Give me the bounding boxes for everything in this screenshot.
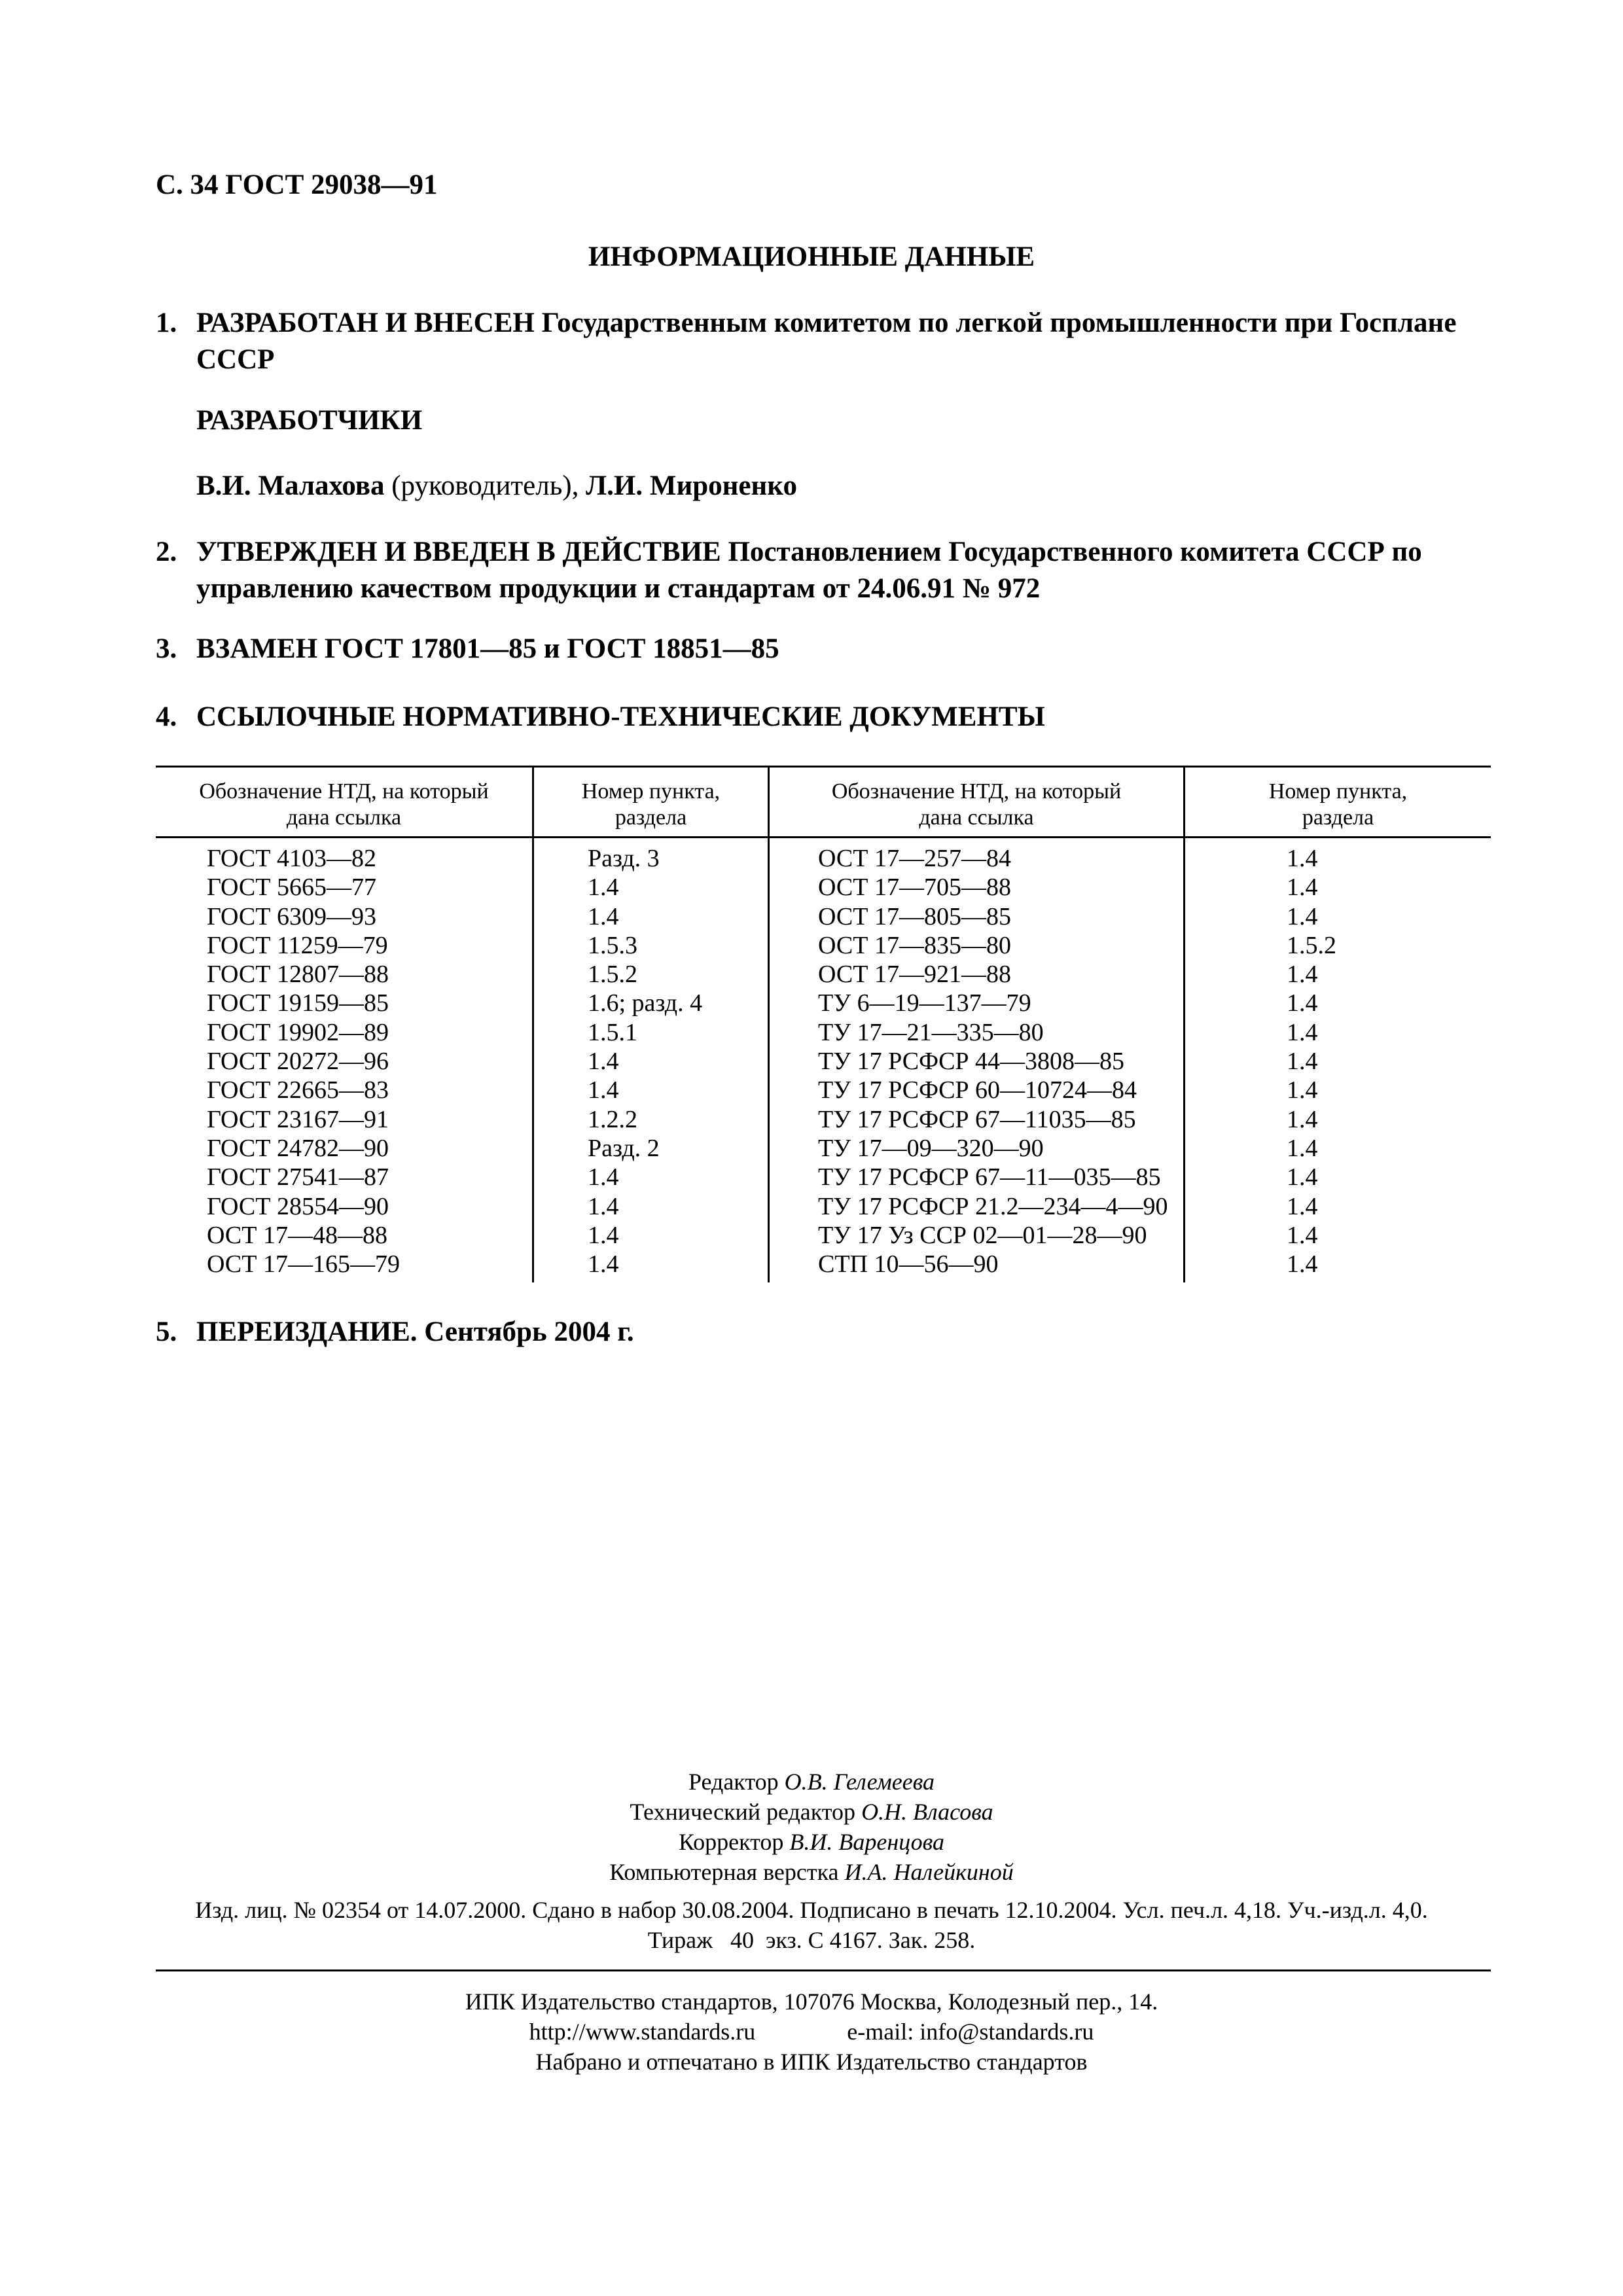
credit-tech-editor: Технический редактор О.Н. Власова	[630, 1799, 993, 1825]
publication-line-1: Изд. лиц. № 02354 от 14.07.2000. Сдано в набор 30.08.2004. Подписано в печать 12.10.2004. Усл. печ.л. 4,18. Уч.-изд.л. 4,0.	[195, 1897, 1428, 1923]
table-cell-section: 1.4	[588, 1163, 619, 1192]
table-cell-document: ТУ 17 РСФСР 67—11035—85	[818, 1105, 1136, 1133]
table-cell-section: 1.4	[1287, 1221, 1318, 1249]
publication-line-2: Тираж 40 экз. С 4167. Зак. 258.	[647, 1927, 976, 1953]
table-cell-section: 1.4	[1287, 874, 1318, 902]
table-header-doc: Обозначение НТД, на который дана ссылка	[199, 779, 489, 830]
developer-name-1: В.И. Малахова	[196, 470, 385, 501]
table-cell-section: 1.4	[1287, 989, 1318, 1017]
table-cell-document: ОСТ 17—835—80	[818, 931, 1011, 959]
table-column-right-numbers	[1287, 844, 1336, 1279]
table-cell-document: ОСТ 17—805—85	[818, 902, 1011, 930]
table-cell-document: ОСТ 17—257—84	[818, 845, 1011, 872]
table-cell-section: 1.4	[1287, 1192, 1318, 1220]
credit-editor: Редактор О.В. Гелемеева	[688, 1769, 935, 1795]
table-cell-section: 1.4	[1287, 1048, 1318, 1076]
table-column-divider	[1183, 766, 1185, 1282]
table-cell-section: 1.2.2	[588, 1105, 637, 1133]
table-cell-document: ТУ 17—21—335—80	[818, 1018, 1044, 1046]
table-cell-section: 1.5.3	[588, 931, 637, 959]
table-column-right-docs	[818, 844, 1168, 1279]
item-2-text: Постановлением Государственного комитета СССР по управлению качеством продукции и стандартам от 24.06.91 № 972	[196, 537, 1422, 604]
table-top-rule	[156, 766, 1491, 768]
table-cell-section: 1.4	[588, 874, 619, 902]
item-4-text: ССЫЛОЧНЫЕ НОРМАТИВНО-ТЕХНИЧЕСКИЕ ДОКУМЕНТЫ	[196, 701, 1045, 732]
page-title: ИНФОРМАЦИОННЫЕ ДАННЫЕ	[588, 241, 1035, 272]
publisher-email[interactable]: e-mail: info@standards.ru	[847, 2019, 1094, 2045]
item-number: 2.	[156, 537, 177, 567]
table-column-left-numbers	[588, 844, 702, 1279]
developers-line	[196, 470, 797, 502]
table-cell-section: Разд. 2	[588, 1134, 660, 1162]
table-cell-document: ГОСТ 24782—90	[207, 1134, 389, 1162]
table-cell-document: ГОСТ 5665—77	[207, 874, 376, 902]
table-cell-document: ГОСТ 4103—82	[207, 845, 376, 872]
table-cell-section: 1.4	[1287, 1076, 1318, 1104]
table-cell-section: Разд. 3	[588, 845, 660, 872]
table-cell-section: 1.4	[1287, 845, 1318, 872]
item-5	[156, 1314, 1491, 1351]
table-column-left-docs	[207, 844, 400, 1279]
table-cell-document: ГОСТ 22665—83	[207, 1076, 389, 1104]
table-cell-document: ТУ 17 РСФСР 60—10724—84	[818, 1076, 1137, 1104]
table-cell-document: ТУ 17 Уз ССР 02—01—28—90	[818, 1221, 1147, 1249]
imprint-divider	[156, 1969, 1491, 1971]
table-cell-section: 1.5.1	[588, 1018, 637, 1046]
table-cell-document: ТУ 17 РСФСР 67—11—035—85	[818, 1163, 1161, 1192]
table-cell-document: ТУ 6—19—137—79	[818, 989, 1031, 1017]
table-cell-document: ГОСТ 19159—85	[207, 989, 389, 1017]
table-cell-document: ТУ 17 РСФСР 44—3808—85	[818, 1048, 1125, 1076]
table-cell-document: ОСТ 17—705—88	[818, 874, 1011, 902]
table-cell-section: 1.4	[588, 1250, 619, 1279]
table-cell-document: ГОСТ 23167—91	[207, 1105, 389, 1133]
table-cell-document: СТП 10—56—90	[818, 1250, 999, 1279]
item-4	[156, 699, 1491, 735]
table-cell-section: 1.4	[1287, 1163, 1318, 1192]
table-cell-section: 1.4	[588, 1192, 619, 1220]
item-1	[156, 305, 1491, 378]
publisher-printed: Набрано и отпечатано в ИПК Издательство стандартов	[535, 2049, 1088, 2075]
item-3	[156, 631, 1491, 667]
item-3-text: ВЗАМЕН ГОСТ 17801—85 и ГОСТ 18851—85	[196, 633, 779, 664]
publication-info	[0, 1895, 1623, 1955]
table-cell-document: ОСТ 17—921—88	[818, 961, 1011, 989]
publisher-address: ИПК Издательство стандартов, 107076 Москва, Колодезный пер., 14.	[465, 1988, 1158, 2015]
table-cell-section: 1.4	[588, 1221, 619, 1249]
table-cell-document: ТУ 17 РСФСР 21.2—234—4—90	[818, 1192, 1168, 1220]
publisher-info	[0, 1987, 1623, 2077]
table-column-divider	[532, 766, 534, 1282]
credit-layout: Компьютерная верстка И.А. Налейкиной	[609, 1859, 1014, 1885]
table-cell-document: ОСТ 17—48—88	[207, 1221, 387, 1249]
item-number: 3.	[156, 633, 177, 664]
table-cell-section: 1.4	[1287, 1018, 1318, 1046]
table-cell-section: 1.4	[588, 902, 619, 930]
table-header-number: Номер пункта, раздела	[1268, 779, 1408, 830]
table-cell-section: 1.6; разд. 4	[588, 989, 703, 1017]
item-number: 1.	[156, 308, 177, 338]
table-cell-section: 1.4	[1287, 1134, 1318, 1162]
table-cell-section: 1.4	[1287, 902, 1318, 930]
credit-corrector: Корректор В.И. Варенцова	[678, 1829, 945, 1855]
table-cell-section: 1.5.2	[588, 961, 637, 989]
table-cell-section: 1.5.2	[1287, 931, 1336, 959]
table-cell-document: ГОСТ 12807—88	[207, 961, 389, 989]
item-2-bold: УТВЕРЖДЕН И ВВЕДЕН В ДЕЙСТВИЕ	[196, 537, 721, 567]
item-number: 5.	[156, 1316, 177, 1347]
table-header-rule	[156, 836, 1491, 838]
table-cell-section: 1.4	[1287, 1250, 1318, 1279]
table-header-doc: Обозначение НТД, на который дана ссылка	[831, 779, 1122, 830]
developer-name-2: Л.И. Мироненко	[586, 470, 797, 501]
page-header: С. 34 ГОСТ 29038—91	[156, 169, 438, 200]
item-2	[156, 534, 1491, 607]
developer-role-1: (руководитель),	[391, 470, 579, 501]
credits-block	[0, 1767, 1623, 1887]
table-cell-document: ГОСТ 28554—90	[207, 1192, 389, 1220]
table-cell-section: 1.4	[588, 1048, 619, 1076]
table-column-divider	[768, 766, 770, 1282]
publisher-contacts	[0, 2017, 1623, 2047]
item-number: 4.	[156, 701, 177, 732]
table-cell-document: ТУ 17—09—320—90	[818, 1134, 1044, 1162]
references-table	[156, 766, 1491, 1282]
table-cell-document: ГОСТ 27541—87	[207, 1163, 389, 1192]
table-header-number: Номер пункта, раздела	[581, 779, 721, 830]
table-cell-document: ГОСТ 19902—89	[207, 1018, 389, 1046]
item-1-text: Государственным комитетом по легкой промышленности при Госплане СССР	[196, 308, 1457, 375]
developers-heading: РАЗРАБОТЧИКИ	[196, 405, 423, 436]
publisher-website[interactable]: http://www.standards.ru	[529, 2019, 756, 2045]
item-1-bold: РАЗРАБОТАН И ВНЕСЕН	[196, 308, 535, 338]
table-cell-document: ОСТ 17—165—79	[207, 1250, 400, 1279]
item-5-text: ПЕРЕИЗДАНИЕ. Сентябрь 2004 г.	[196, 1316, 634, 1347]
table-cell-section: 1.4	[1287, 1105, 1318, 1133]
table-cell-document: ГОСТ 20272—96	[207, 1048, 389, 1076]
table-cell-section: 1.4	[1287, 961, 1318, 989]
table-cell-section: 1.4	[588, 1076, 619, 1104]
table-cell-document: ГОСТ 11259—79	[207, 931, 388, 959]
table-cell-document: ГОСТ 6309—93	[207, 902, 376, 930]
